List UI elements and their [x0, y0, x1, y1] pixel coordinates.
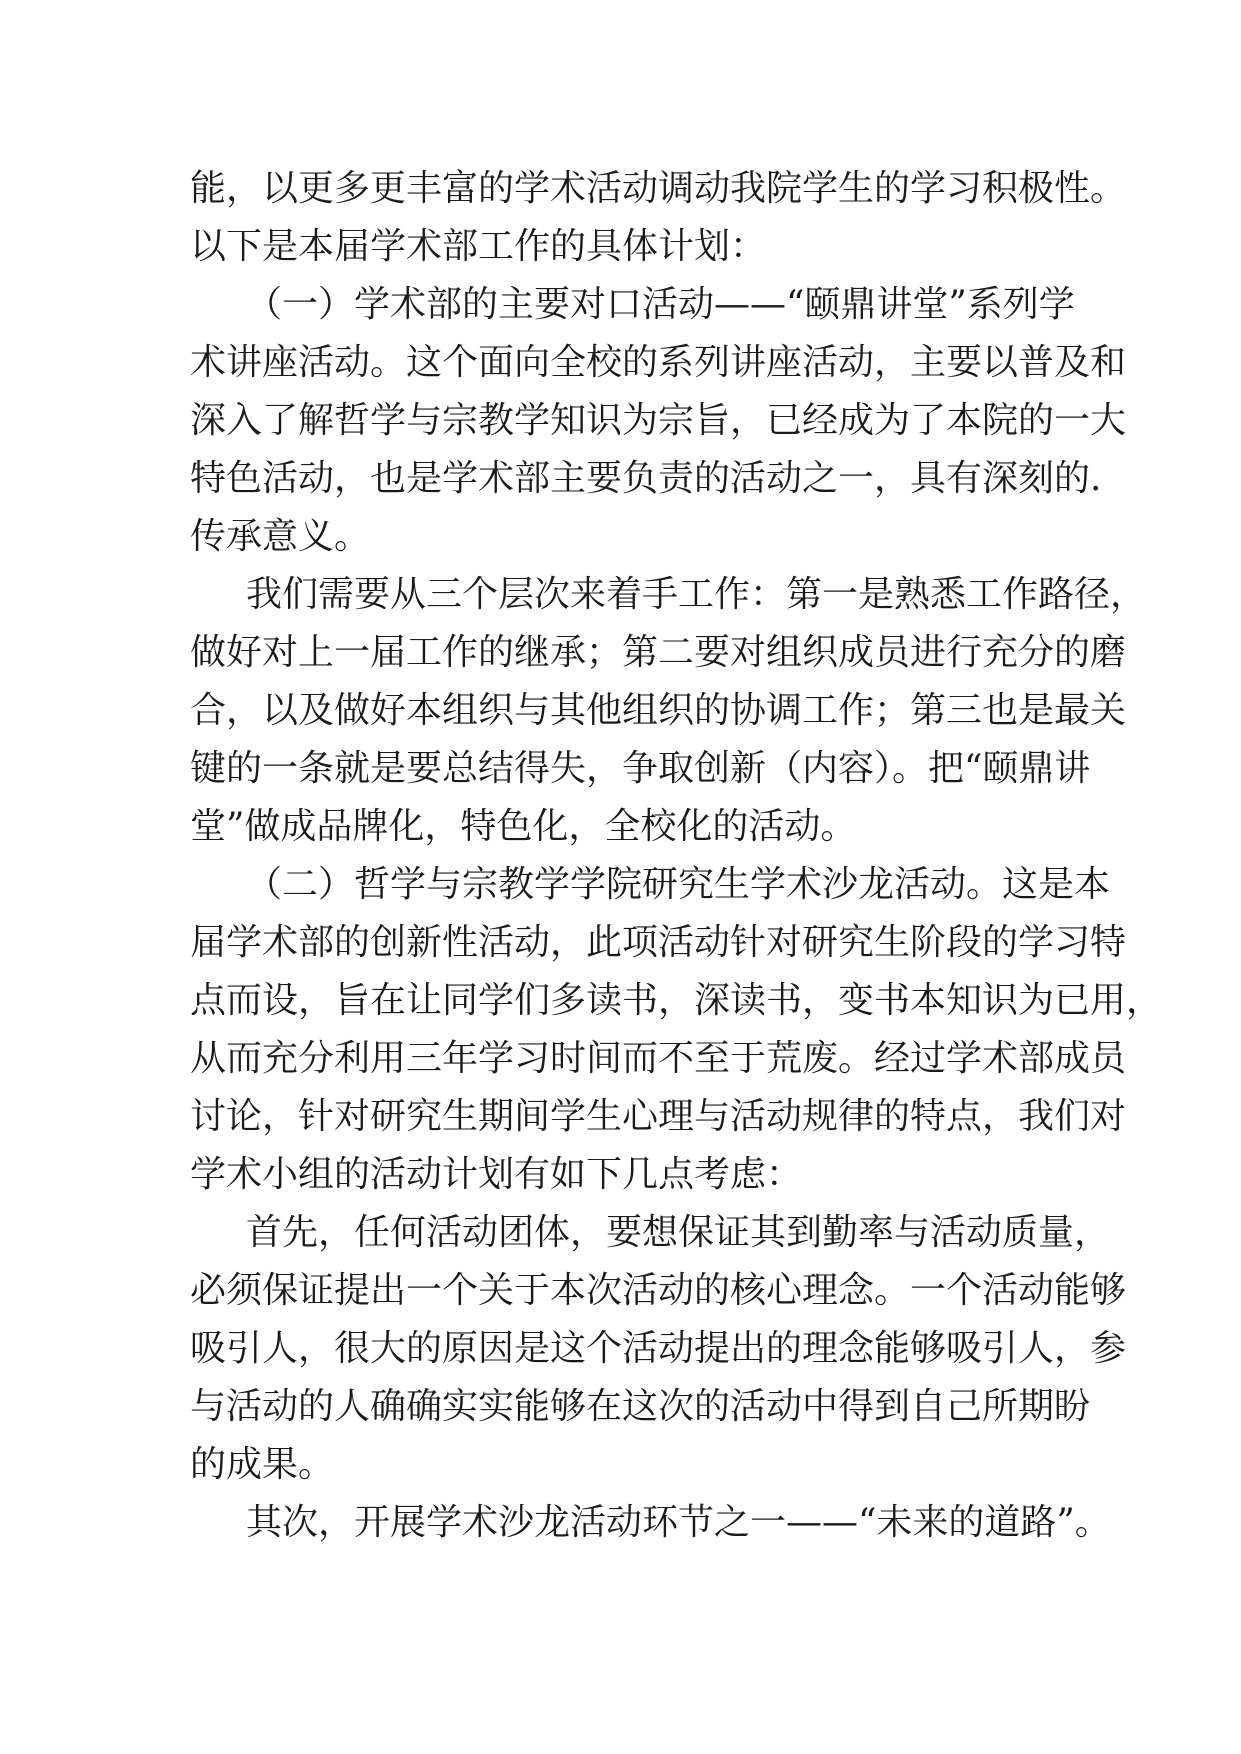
- text-line: 吸引人，很大的原因是这个活动提出的理念能够吸引人，参: [190, 1328, 1127, 1369]
- text-line: （一）学术部的主要对口活动——“颐鼎讲堂”系列学: [246, 284, 1075, 325]
- text-line: 我们需要从三个层次来着手工作：第一是熟悉工作路径，: [246, 574, 1147, 615]
- text-line: 堂”做成品牌化，特色化，全校化的活动。: [190, 806, 857, 847]
- text-line: 点而设，旨在让同学们多读书，深读书，变书本知识为已用，: [190, 980, 1163, 1021]
- text-line: （二）哲学与宗教学学院研究生学术沙龙活动。这是本: [246, 864, 1111, 905]
- text-line: 做好对上一届工作的继承；第二要对组织成员进行充分的磨: [190, 632, 1127, 673]
- text-line: 深入了解哲学与宗教学知识为宗旨，已经成为了本院的一大: [190, 400, 1127, 441]
- text-line: 学术小组的活动计划有如下几点考虑：: [190, 1154, 803, 1195]
- text-line: 首先，任何活动团体，要想保证其到勤率与活动质量，: [246, 1212, 1111, 1253]
- text-line: 能，以更多更丰富的学术活动调动我院学生的学习积极性。: [190, 168, 1127, 209]
- text-line: 以下是本届学术部工作的具体计划：: [190, 226, 767, 267]
- text-line: 传承意义。: [190, 516, 371, 557]
- text-line: 与活动的人确确实实能够在这次的活动中得到自己所期盼: [190, 1386, 1091, 1427]
- text-line: 键的一条就是要总结得失，争取创新（内容）。把“颐鼎讲: [190, 748, 1091, 789]
- text-line: 术讲座活动。这个面向全校的系列讲座活动，主要以普及和: [190, 342, 1127, 383]
- text-line: 特色活动，也是学术部主要负责的活动之一，具有深刻的.: [190, 458, 1102, 499]
- text-line: 讨论，针对研究生期间学生心理与活动规律的特点，我们对: [190, 1096, 1127, 1137]
- text-line: 其次，开展学术沙龙活动环节之一——“未来的道路”。: [246, 1502, 1111, 1543]
- text-line: 届学术部的创新性活动，此项活动针对研究生阶段的学习特: [190, 922, 1127, 963]
- text-line: 合，以及做好本组织与其他组织的协调工作；第三也是最关: [190, 690, 1127, 731]
- text-line: 必须保证提出一个关于本次活动的核心理念。一个活动能够: [190, 1270, 1127, 1311]
- text-line: 的成果。: [190, 1444, 335, 1485]
- text-line: 从而充分利用三年学习时间而不至于荒废。经过学术部成员: [190, 1038, 1127, 1079]
